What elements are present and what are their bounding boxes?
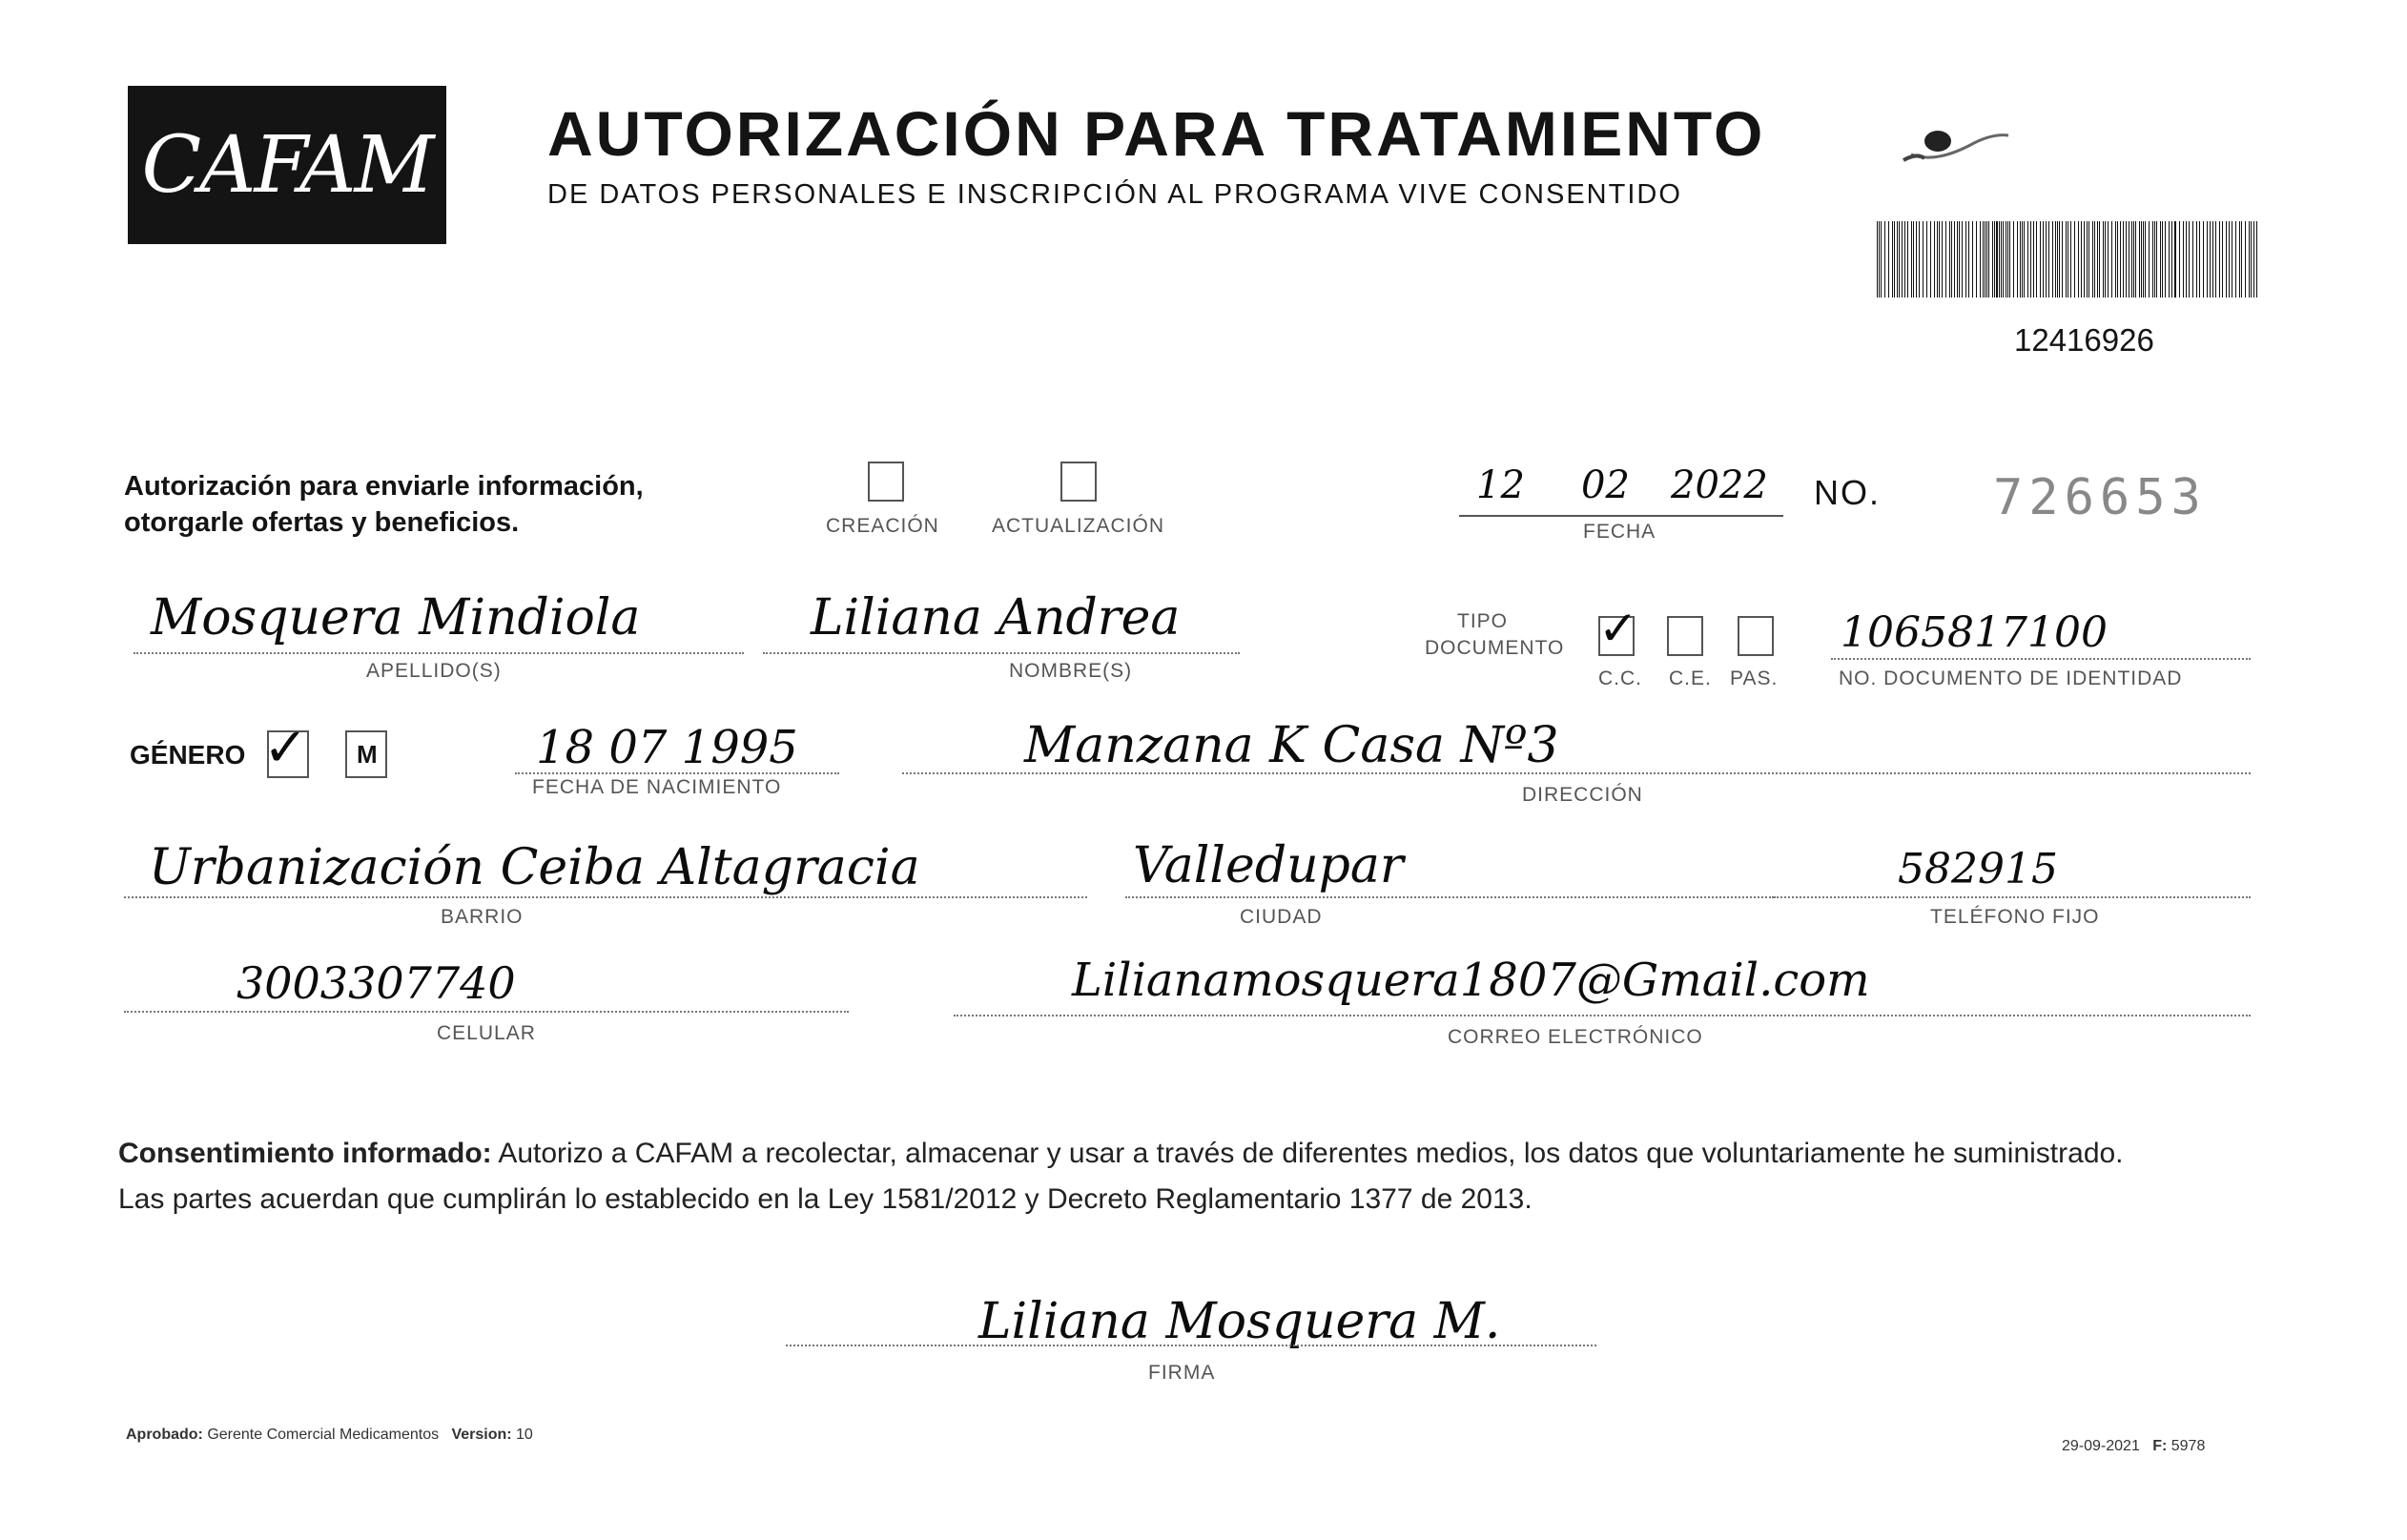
authorization-text-line1: Autorización para enviarle información, — [124, 471, 644, 502]
creacion-label: CREACIÓN — [826, 515, 939, 537]
tipo-label-1: TIPO — [1457, 610, 1509, 632]
ciudad-value: Valledupar — [1133, 837, 1404, 894]
apellidos-line — [134, 652, 744, 654]
fecha-line — [1459, 515, 1783, 517]
email-value: Lilianamosquera1807@Gmail.com — [1072, 954, 1870, 1007]
signature-label: FIRMA — [1148, 1362, 1216, 1384]
pas-checkbox[interactable] — [1738, 616, 1774, 656]
nombres-value: Liliana Andrea — [811, 589, 1181, 647]
pas-label: PAS. — [1730, 667, 1779, 689]
ce-checkbox[interactable] — [1667, 616, 1703, 656]
form-code-label: F: — [2152, 1438, 2168, 1454]
cc-label: C.C. — [1598, 667, 1642, 689]
nombres-label: NOMBRE(S) — [1009, 660, 1133, 682]
apellidos-value: Mosquera Mindiola — [151, 589, 641, 647]
telefono-line — [1774, 896, 2251, 898]
ce-label: C.E. — [1669, 667, 1712, 689]
creacion-checkbox[interactable] — [868, 462, 904, 502]
ciudad-label: CIUDAD — [1240, 906, 1323, 928]
barrio-label: BARRIO — [441, 906, 524, 928]
signature-line — [786, 1345, 1596, 1346]
doc-number-line — [1831, 658, 2251, 660]
consent-heading: Consentimiento informado: — [118, 1138, 492, 1169]
nombres-line — [763, 652, 1240, 654]
ciudad-line — [1125, 896, 1774, 898]
no-label: NO. — [1814, 473, 1882, 512]
serial-number: 726653 — [1993, 469, 2207, 526]
fecha-day: 12 — [1476, 463, 1525, 507]
address-value: Manzana K Casa Nº3 — [1024, 717, 1559, 774]
telefono-label: TELÉFONO FIJO — [1930, 906, 2100, 928]
authorization-text-line2: otorgarle ofertas y beneficios. — [124, 507, 520, 538]
m-label: M — [357, 740, 378, 769]
consent-line1 — [118, 1131, 2124, 1177]
birth-date-label: FECHA DE NACIMIENTO — [532, 776, 782, 798]
barcode-icon — [1877, 221, 2260, 298]
celular-value: 3003307740 — [237, 957, 516, 1009]
signature-value: Liliana Mosquera M. — [978, 1293, 1501, 1350]
logo-text: CAFAM — [141, 119, 433, 211]
tipo-label-2: DOCUMENTO — [1425, 637, 1565, 659]
address-line — [902, 772, 2251, 774]
fecha-month: 02 — [1581, 463, 1630, 507]
consent-text2: Las partes acuerdan que cumplirán lo establecido en la Ley 1581/2012 y Decreto Reglamentario 1377 de 2013. — [118, 1183, 1533, 1215]
doc-number-label: NO. DOCUMENTO DE IDENTIDAD — [1839, 667, 2183, 689]
birth-date-value: 18 07 1995 — [536, 721, 798, 774]
cc-check-icon: ✓ — [1598, 601, 1638, 656]
doc-number-value: 1065817100 — [1841, 608, 2108, 657]
form-code: 5978 — [2170, 1438, 2206, 1454]
emblem-icon — [1898, 114, 2012, 172]
celular-line — [124, 1011, 849, 1013]
genero-label: GÉNERO — [130, 740, 246, 770]
celular-label: CELULAR — [437, 1022, 536, 1044]
barrio-line — [124, 896, 1087, 898]
apellidos-label: APELLIDO(S) — [366, 660, 502, 682]
fecha-year: 2022 — [1671, 463, 1768, 507]
footer-left — [126, 1427, 533, 1444]
email-label: CORREO ELECTRÓNICO — [1448, 1026, 1703, 1048]
fecha-label: FECHA — [1583, 521, 1656, 543]
email-line — [954, 1015, 2251, 1016]
actualizacion-checkbox[interactable] — [1060, 462, 1097, 502]
cafam-logo — [128, 86, 446, 244]
actualizacion-label: ACTUALIZACIÓN — [992, 515, 1165, 537]
footer-right — [2062, 1438, 2205, 1455]
aprobado-value: Gerente Comercial Medicamentos — [207, 1427, 440, 1443]
f-check-icon: ✓ — [263, 717, 308, 779]
consent-text1: Autorizo a CAFAM a recolectar, almacenar y usar a través de diferentes medios, los datos que voluntariamente he suministrado. — [491, 1138, 2124, 1169]
aprobado-label: Aprobado: — [126, 1427, 203, 1443]
version-value: 10 — [516, 1427, 533, 1443]
address-label: DIRECCIÓN — [1522, 784, 1643, 806]
telefono-value: 582915 — [1898, 845, 2058, 893]
form-title: AUTORIZACIÓN PARA TRATAMIENTO — [547, 98, 1766, 169]
barrio-value: Urbanización Ceiba Altagracia — [149, 839, 920, 896]
version-label: Version: — [451, 1427, 512, 1443]
barcode-number: 12416926 — [2014, 322, 2154, 358]
footer-date: 29-09-2021 — [2062, 1438, 2140, 1454]
form-subtitle: DE DATOS PERSONALES E INSCRIPCIÓN AL PROGRAMA VIVE CONSENTIDO — [547, 179, 1682, 210]
birth-date-line — [515, 772, 839, 774]
